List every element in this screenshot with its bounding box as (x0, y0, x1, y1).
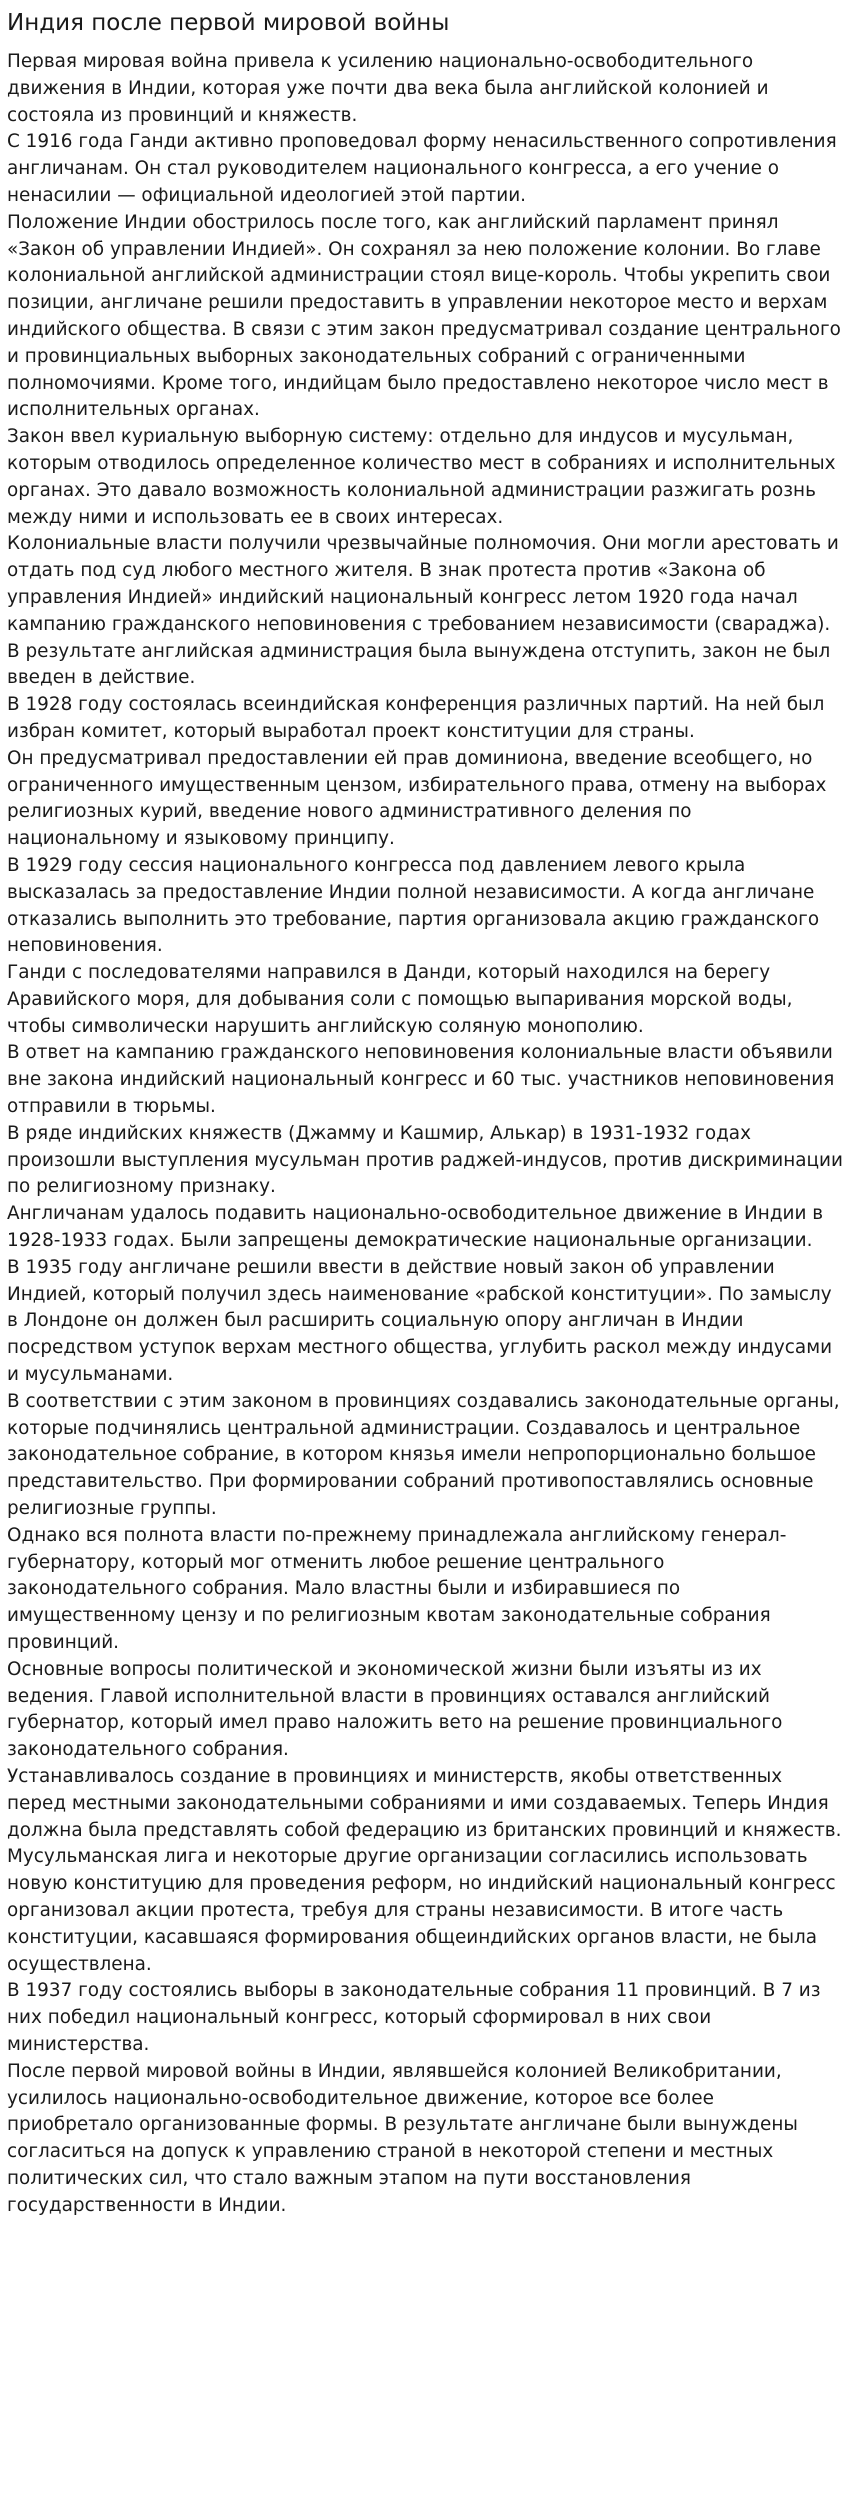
article-body (7, 49, 843, 2220)
paragraph: Положение Индии обострилось после того, как английский парламент принял «Закон об управлении Индией». Он сохранял за нею положение колонии. Во главе колониальной английской администрации стоял вице-король. Чтобы укрепить свои позиции, англичане решили предоставить в управлении некоторое место и верхам индийского общества. В связи с этим закон предусматривал создание центрального и провинциальных выборных законодательных собраний с ограниченными полномочиями. Кроме того, индийцам было предоставлено некоторое число мест в исполнительных органах. (7, 211, 841, 421)
paragraph: Основные вопросы политической и экономической жизни были изъяты из их ведения. Главой исполнительной власти в провинциях оставался английский губернатор, который имел право наложить вето на решение провинциального законодательного собрания. (7, 1658, 783, 1761)
paragraph: В 1937 году состоялись выборы в законодательные собрания 11 провинций. В 7 из них победил национальный конгресс, который сформировал в них свои министерства. (7, 1980, 821, 2055)
article-title: Индия после первой мировой войны (7, 10, 450, 36)
paragraph: После первой мировой войны в Индии, являвшейся колонией Великобритании, усилилось национально-освободительное движение, которое все более приобретало организованные формы. В результате англичане были вынуждены согласиться на допуск к управлению страной в некоторой степени и местных политических сил, что стало важным этапом на пути восстановления государственности в Индии. (7, 2060, 798, 2216)
paragraph: Устанавливалось создание в провинциях и министерств, якобы ответственных перед местными законодательными собраниями и ими создаваемых. Теперь Индия должна была представлять собой федерацию из британских провинций и княжеств. (7, 1766, 842, 1841)
paragraph: В соответствии с этим законом в провинциях создавались законодательные органы, которые подчинялись центральной администрации. Создавалось и центральное законодательное собрание, в котором князья имели непропорционально большое представительство. При формировании собраний противопоставлялись основные религиозные группы. (7, 1390, 840, 1520)
paragraph: Первая мировая война привела к усилению национально-освободительного движения в Индии, которая уже почти два века была английской колонией и состояла из провинций и княжеств. (7, 51, 769, 126)
paragraph: Англичанам удалось подавить национально-освободительное движение в Индии в 1928-1933 годах. Были запрещены демократические национальные организации. (7, 1203, 824, 1252)
article (7, 0, 843, 2220)
paragraph: В 1928 году состоялась всеиндийская конференция различных партий. На ней был избран комитет, который выработал проект конституции для страны. (7, 694, 825, 742)
paragraph: В ряде индийских княжеств (Джамму и Кашмир, Алькар) в 1931-1932 годах произошли выступления мусульман против раджей-индусов, против дискриминации по религиозному признаку. (7, 1122, 843, 1198)
paragraph: С 1916 года Ганди активно проповедовал форму ненасильственного сопротивления англичанам. Он стал руководителем национального конгресса, а его учение о ненасилии — официальной идеологией этой партии. (7, 131, 837, 206)
paragraph: Ганди с последователями направился в Данди, который находился на берегу Аравийского моря, для добывания соли с помощью выпаривания морской воды, чтобы символически нарушить английскую соляную монополию. (7, 962, 793, 1037)
paragraph: Колониальные власти получили чрезвычайные полномочия. Они могли арестовать и отдать под суд любого местного жителя. В знак протеста против «Закона об управления Индией» индийский национальный конгресс летом 1920 года начал кампанию гражданского неповиновения с требованием независимости (свараджа). В результате английская администрация была вынуждена отступить, закон не был введен в действие. (7, 533, 839, 689)
paragraph: В 1935 году англичане решили ввести в действие новый закон об управлении Индией, который получил здесь наименование «рабской конституции». По замыслу в Лондоне он должен был расширить социальную опору англичан в Индии посредством уступок верхам местного общества, углубить раскол между индусами и мусульманами. (7, 1256, 833, 1386)
paragraph: Закон ввел куриальную выборную систему: отдельно для индусов и мусульман, которым отводилось определенное количество мест в собраниях и исполнительных органах. Это давало возможность колониальной администрации разжигать рознь между ними и использовать ее в своих интересах. (7, 426, 836, 528)
paragraph: Однако вся полнота власти по-прежнему принадлежала английскому генерал-губернатору, который мог отменить любое решение центрального законодательного собрания. Мало властны были и избиравшиеся по имущественному цензу и по религиозным квотам законодательные собрания провинций. (7, 1524, 787, 1654)
paragraph: В 1929 году сессия национального конгресса под давлением левого крыла высказалась за предоставление Индии полной независимости. А когда англичане отказались выполнить это требование, партия организовала акцию гражданского неповиновения. (7, 854, 820, 957)
paragraph: В ответ на кампанию гражданского неповиновения колониальные власти объявили вне закона индийский национальный конгресс и 60 тыс. участников неповиновения отправили в тюрьмы. (7, 1042, 835, 1118)
paragraph: Мусульманская лига и некоторые другие организации согласились использовать новую конституцию для проведения реформ, но индийский национальный конгресс организовал акции протеста, требуя для страны независимости. В итоге часть конституции, касавшаяся формирования общеиндийских органов власти, не была осуществлена. (7, 1846, 836, 1975)
paragraph: Он предусматривал предоставлении ей прав доминиона, введение всеобщего, но ограниченного имущественным цензом, избирательного права, отмену на выборах религиозных курий, введение нового административного деления по национальному и языковому принципу. (7, 747, 827, 850)
